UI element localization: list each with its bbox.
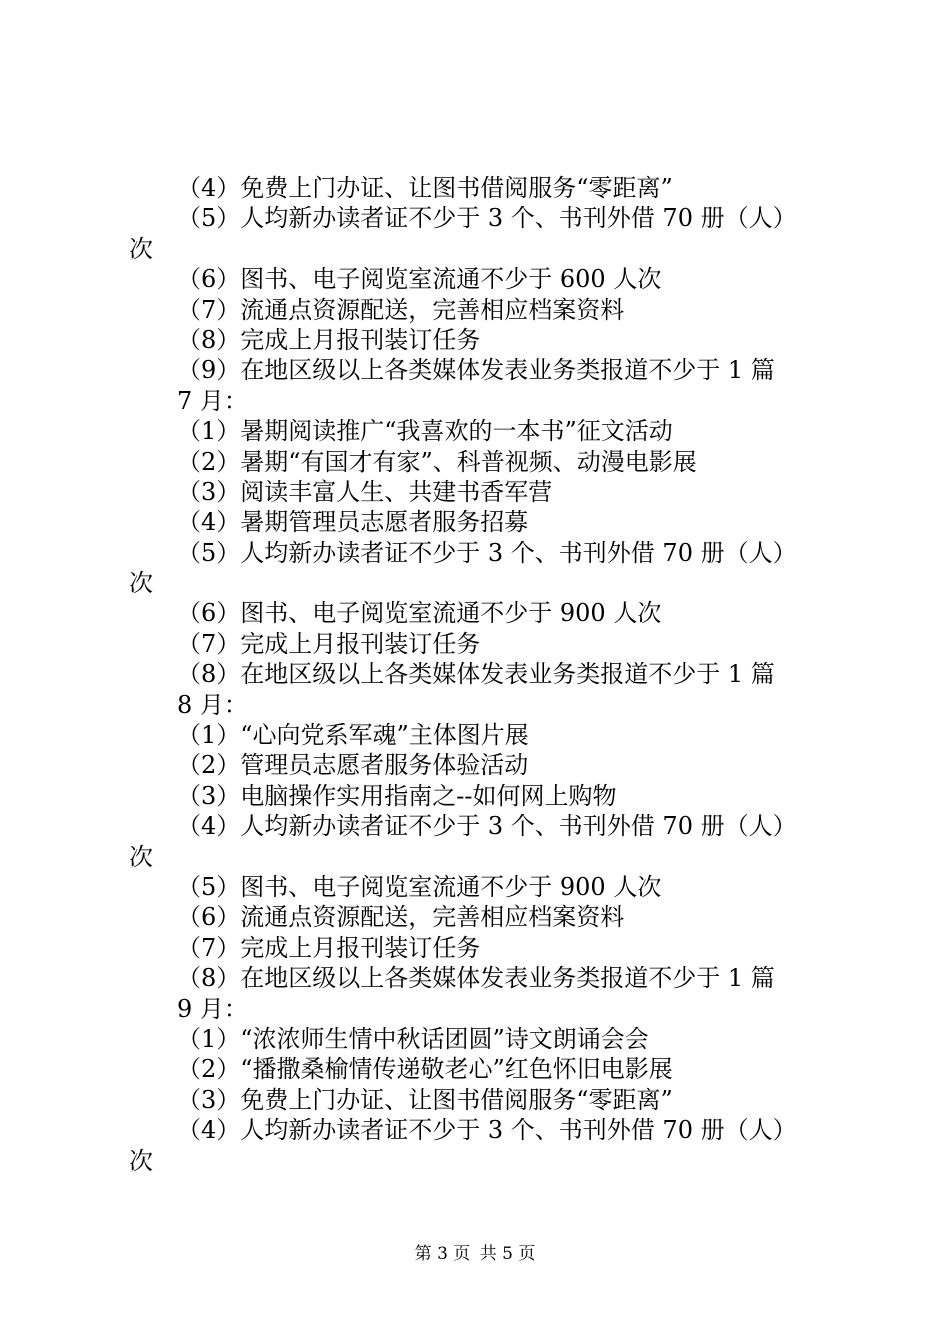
list-item: （8）完成上月报刊装订任务	[177, 325, 481, 354]
month-heading: 7 月：	[177, 386, 248, 415]
list-item: （8）在地区级以上各类媒体发表业务类报道不少于 1 篇	[177, 660, 775, 689]
line-continuation: 次	[129, 234, 153, 263]
line-continuation: 次	[129, 842, 153, 871]
list-item: （1）“心向党系军魂”主体图片展	[177, 721, 529, 750]
list-item: （3）电脑操作实用指南之--如何网上购物	[177, 781, 617, 810]
page-total: 共 5 页	[479, 1244, 536, 1264]
list-item: （5）人均新办读者证不少于 3 个、书刊外借 70 册（人）	[177, 204, 797, 233]
list-item: （6）流通点资源配送，完善相应档案资料	[177, 903, 625, 932]
list-item: （2）“播撒桑榆情传递敬老心”红色怀旧电影展	[177, 1055, 673, 1084]
list-item: （7）流通点资源配送，完善相应档案资料	[177, 295, 625, 324]
list-item: （3）阅读丰富人生、共建书香军营	[177, 477, 553, 506]
list-item: （4）暑期管理员志愿者服务招募	[177, 508, 529, 537]
list-item: （6）图书、电子阅览室流通不少于 900 人次	[177, 599, 662, 628]
page-number: 第 3 页	[414, 1244, 471, 1264]
month-heading: 9 月：	[177, 994, 248, 1023]
list-item: （6）图书、电子阅览室流通不少于 600 人次	[177, 265, 662, 294]
list-item: （2）管理员志愿者服务体验活动	[177, 751, 529, 780]
list-item: （3）免费上门办证、让图书借阅服务“零距离”	[177, 1085, 673, 1114]
list-item: （5）图书、电子阅览室流通不少于 900 人次	[177, 872, 662, 901]
list-item: （4）免费上门办证、让图书借阅服务“零距离”	[177, 174, 673, 202]
list-item: （1）“浓浓师生情中秋话团圆”诗文朗诵会会	[177, 1024, 649, 1053]
list-item: （7）完成上月报刊装订任务	[177, 629, 481, 658]
document-body	[0, 173, 950, 1176]
month-heading: 8 月：	[177, 690, 248, 719]
list-item: （8）在地区级以上各类媒体发表业务类报道不少于 1 篇	[177, 964, 775, 993]
list-item: （9）在地区级以上各类媒体发表业务类报道不少于 1 篇	[177, 356, 775, 385]
list-item: （5）人均新办读者证不少于 3 个、书刊外借 70 册（人）	[177, 538, 797, 567]
list-item: （1）暑期阅读推广“我喜欢的一本书”征文活动	[177, 417, 673, 446]
line-continuation: 次	[129, 1146, 153, 1175]
page-footer	[0, 1242, 950, 1266]
list-item: （2）暑期“有国才有家”、科普视频、动漫电影展	[177, 447, 697, 476]
list-item: （7）完成上月报刊装订任务	[177, 933, 481, 962]
list-item: （4）人均新办读者证不少于 3 个、书刊外借 70 册（人）	[177, 812, 797, 841]
list-item: （4）人均新办读者证不少于 3 个、书刊外借 70 册（人）	[177, 1116, 797, 1145]
line-continuation: 次	[129, 569, 153, 598]
